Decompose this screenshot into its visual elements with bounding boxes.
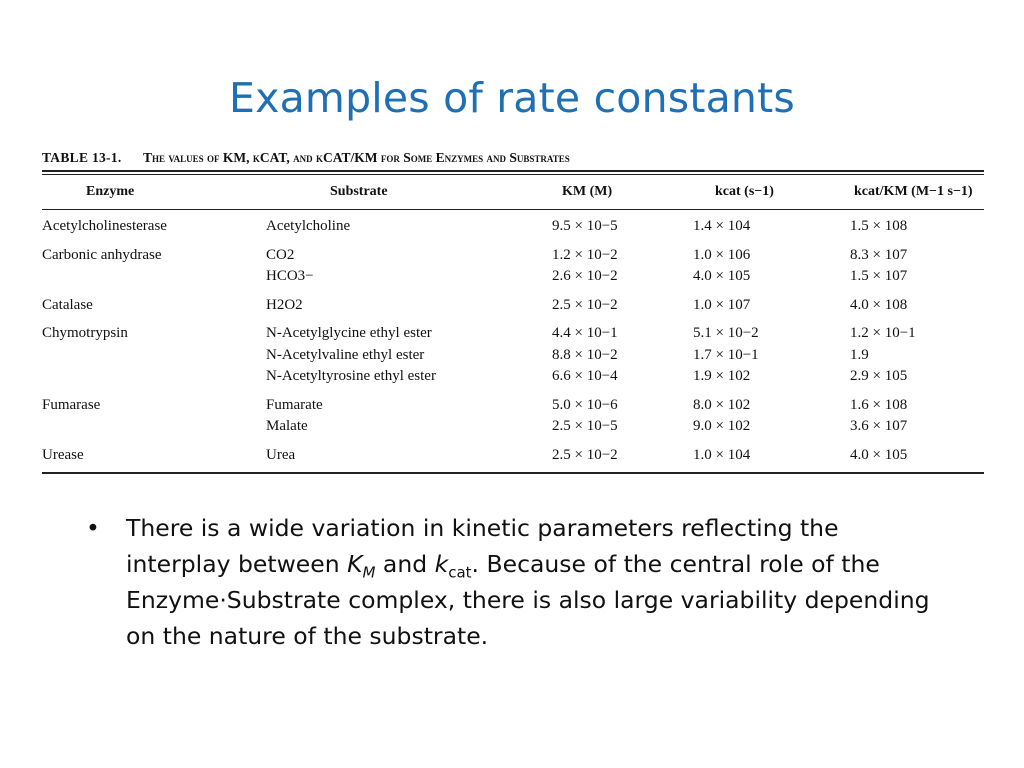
table-row xyxy=(42,366,984,388)
cell-enzyme: Carbonic anhydrase xyxy=(42,246,162,263)
cell-enzyme: Fumarase xyxy=(42,396,101,413)
cell-substrate: N-Acetylvaline ethyl ester xyxy=(266,346,425,363)
table-row xyxy=(42,245,984,267)
cell-kcat: 1.0 × 106 xyxy=(693,246,751,263)
cell-kcat: 1.9 × 102 xyxy=(693,368,751,385)
cell-substrate: N-Acetylglycine ethyl ester xyxy=(266,325,432,342)
table-row xyxy=(42,295,984,317)
cell-kcat-km: 1.5 × 108 xyxy=(850,218,908,235)
table-row-group xyxy=(42,245,984,288)
cell-km: 2.6 × 10−2 xyxy=(552,268,618,285)
bullet-text-part2: . Because of the central role of the Enzyme·Substrate complex, there is also large variability depending on the nature of the substrate. xyxy=(126,550,930,650)
cell-substrate: Fumarate xyxy=(266,396,323,413)
cell-kcat: 8.0 × 102 xyxy=(693,396,751,413)
header-kcat-km: kcat/KM (M−1 s−1) xyxy=(854,184,973,199)
cell-kcat-km: 1.9 xyxy=(850,346,869,363)
km-symbol: K xyxy=(347,550,363,578)
header-enzyme: Enzyme xyxy=(86,184,135,199)
table-row xyxy=(42,216,984,238)
cell-kcat: 4.0 × 105 xyxy=(693,268,751,285)
cell-kcat-km: 3.6 × 107 xyxy=(850,418,908,435)
cell-substrate: N-Acetyltyrosine ethyl ester xyxy=(266,368,436,385)
cell-enzyme: Chymotrypsin xyxy=(42,325,128,342)
cell-kcat: 5.1 × 10−2 xyxy=(693,325,759,342)
cell-enzyme: Catalase xyxy=(42,296,93,313)
bullet-text xyxy=(126,510,946,654)
cell-kcat: 1.4 × 104 xyxy=(693,218,751,235)
table-row-group xyxy=(42,445,984,467)
table-caption-text: The values of KM, kCAT, and kCAT/KM for Some Enzymes and Substrates xyxy=(142,150,570,165)
kcat-symbol: k xyxy=(434,550,449,578)
table-row xyxy=(42,445,984,467)
cell-kcat: 1.0 × 107 xyxy=(693,296,751,313)
cell-km: 2.5 × 10−5 xyxy=(552,418,618,435)
rate-constants-table xyxy=(42,150,984,474)
cell-km: 1.2 × 10−2 xyxy=(552,246,618,263)
bullet-point xyxy=(86,510,946,654)
cell-kcat-km: 1.2 × 10−1 xyxy=(850,325,916,342)
cell-substrate: HCO3− xyxy=(266,268,314,285)
cell-kcat: 1.0 × 104 xyxy=(693,446,751,463)
cell-km: 2.5 × 10−2 xyxy=(552,446,618,463)
cell-km: 6.6 × 10−4 xyxy=(552,368,618,385)
cell-kcat-km: 1.6 × 108 xyxy=(850,396,908,413)
table-header-row xyxy=(42,175,984,209)
cell-substrate: H2O2 xyxy=(266,296,303,313)
table-row xyxy=(42,416,984,438)
cell-substrate: CO2 xyxy=(266,246,295,263)
cell-km: 8.8 × 10−2 xyxy=(552,346,618,363)
header-substrate: Substrate xyxy=(330,184,388,199)
cell-substrate: Urea xyxy=(266,446,296,463)
cell-km: 5.0 × 10−6 xyxy=(552,396,618,413)
table-row-group xyxy=(42,323,984,388)
table-top-rule xyxy=(42,170,984,172)
header-km: KM (M) xyxy=(562,184,613,199)
cell-substrate: Acetylcholine xyxy=(266,218,351,235)
cell-km: 9.5 × 10−5 xyxy=(552,218,618,235)
table-row xyxy=(42,266,984,288)
table-caption xyxy=(42,150,984,170)
cell-kcat-km: 4.0 × 108 xyxy=(850,296,908,313)
slide-title: Examples of rate constants xyxy=(229,74,795,122)
table-row-group xyxy=(42,216,984,238)
cell-km: 4.4 × 10−1 xyxy=(552,325,618,342)
cell-km: 2.5 × 10−2 xyxy=(552,296,618,313)
cell-enzyme: Urease xyxy=(42,446,84,463)
cell-enzyme: Acetylcholinesterase xyxy=(42,218,167,235)
cell-kcat: 9.0 × 102 xyxy=(693,418,751,435)
table-row xyxy=(42,345,984,367)
table-row xyxy=(42,395,984,417)
table-row xyxy=(42,323,984,345)
cell-kcat: 1.7 × 10−1 xyxy=(693,346,759,363)
cell-kcat-km: 8.3 × 107 xyxy=(850,246,908,263)
cell-substrate: Malate xyxy=(266,418,308,435)
bullet-dot-icon: • xyxy=(86,514,100,542)
header-kcat: kcat (s−1) xyxy=(715,184,774,199)
cell-kcat-km: 2.9 × 105 xyxy=(850,368,908,385)
table-caption-number: TABLE 13-1. xyxy=(42,150,122,165)
cell-kcat-km: 1.5 × 107 xyxy=(850,268,908,285)
bullet-text-and: and xyxy=(375,550,435,578)
km-subscript: M xyxy=(362,563,376,582)
table-bottom-rule xyxy=(42,472,984,474)
bullet-text-part1: There is a wide variation in kinetic parameters reflecting the interplay between xyxy=(126,514,839,578)
cell-kcat-km: 4.0 × 105 xyxy=(850,446,908,463)
table-row-group xyxy=(42,395,984,438)
table-row-group xyxy=(42,295,984,317)
table-body xyxy=(42,210,984,472)
kcat-subscript: cat xyxy=(448,563,472,582)
